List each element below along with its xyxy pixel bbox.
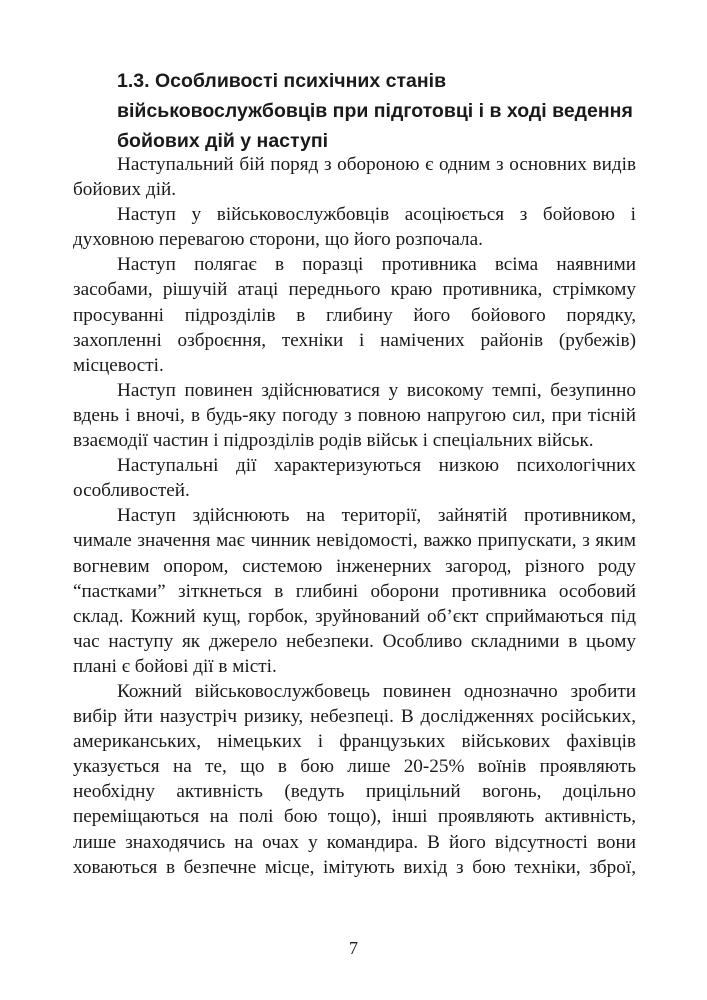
paragraph-line: захопленні озброєння, техніки і намічених районів (рубежів) xyxy=(73,329,636,351)
paragraph-line: американських, німецьких і французьких військових фахівців xyxy=(73,731,636,753)
paragraph-line: Кожний військовослужбовець повинен однозначно зробити xyxy=(117,680,636,702)
paragraph-line: вогневим опором, системою інженерних загород, різного роду xyxy=(73,555,636,577)
paragraph-line: бойових дій. xyxy=(73,179,177,201)
paragraph-line: Наступ у військовослужбовців асоціюється з бойовою і xyxy=(117,204,636,226)
paragraph-line: Наступ полягає в поразці противника всіма наявними xyxy=(117,254,636,276)
paragraph-line: особливостей. xyxy=(73,480,190,502)
paragraph-line: вдень і вночі, в будь-яку погоду з повною напругою сил, при тісній xyxy=(73,404,636,426)
paragraph-line: необхідну активність (ведуть прицільний вогонь, доцільно xyxy=(73,781,636,803)
paragraph-line: плані є бойові дії в місті. xyxy=(73,655,277,677)
heading-line: бойових дій у наступі xyxy=(117,130,329,152)
page-number: 7 xyxy=(349,938,358,958)
paragraph xyxy=(73,252,636,377)
paragraph xyxy=(73,453,636,503)
paragraph-line: час наступу як джерело небезпеки. Особливо складними в цьому xyxy=(73,630,636,652)
paragraph-line: Наступ повинен здійснюватися у високому темпі, безупинно xyxy=(117,379,636,401)
paragraph-line: “пастками” зіткнеться в глибині оборони противника особовий xyxy=(73,580,636,602)
paragraph-line: духовною перевагою сторони, що його розпочала. xyxy=(73,229,483,251)
paragraph-line: лише знаходячись на очах у командира. В його відсутності вони xyxy=(73,831,636,853)
paragraph-line: чимале значення має чинник невідомості, важко припускати, з яким xyxy=(73,530,636,552)
paragraph-line: взаємодії частин і підрозділів родів військ і спеціальних військ. xyxy=(73,430,594,452)
paragraph-line: місцевості. xyxy=(73,354,164,376)
paragraph-line: склад. Кожний кущ, горбок, зруйнований об’єкт сприймаються під xyxy=(73,605,636,627)
paragraph xyxy=(73,679,636,880)
paragraph-line: переміщаються на полі бою тощо), інші проявляють активність, xyxy=(73,806,636,828)
section-heading xyxy=(117,66,647,156)
paragraph xyxy=(73,202,636,252)
paragraph-line: Наступ здійснюють на території, зайнятій противником, xyxy=(117,505,636,527)
paragraph-line: вибір йти назустріч ризику, небезпеці. В дослідженнях російських, xyxy=(73,706,636,728)
heading-line: 1.3. Особливості психічних станів xyxy=(117,70,447,92)
paragraph-line: указується на те, що в бою лише 20-25% воїнів проявляють xyxy=(73,756,636,778)
paragraph xyxy=(73,503,636,679)
paragraph-line: засобами, рішучій атаці переднього краю противника, стрімкому xyxy=(73,279,636,301)
document-body xyxy=(73,152,636,880)
paragraph xyxy=(73,378,636,453)
paragraph-line: Наступальний бій поряд з обороною є одним з основних видів xyxy=(117,154,636,175)
paragraph-line: ховаються в безпечне місце, імітують вихід з бою техніки, зброї, xyxy=(73,856,636,878)
paragraph-line: Наступальні дії характеризуються низкою психологічних xyxy=(117,455,636,477)
heading-line: військовослужбовців при підготовці і в ході ведення xyxy=(117,100,633,122)
paragraph xyxy=(73,152,636,202)
paragraph-line: просуванні підрозділів в глибину його бойового порядку, xyxy=(73,304,636,326)
